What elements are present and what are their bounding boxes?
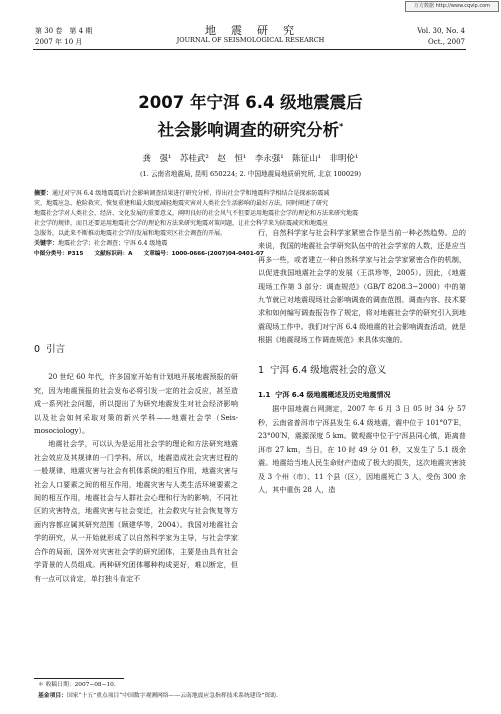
footnote-rule (34, 678, 124, 679)
abstract-line: 通过对宁洱 6.4 级地震震后社会影响调查结果进行研究分析，得出社会学和地震科学相结合是探索防震减 (52, 190, 330, 197)
section-title: 引言 (46, 344, 66, 355)
classification-line: 中图分类号：P315 文献标识码：A 文章编号：1000-0666-(2007)04-0401-07 (34, 251, 264, 257)
abstract-label: 摘要： (34, 190, 53, 197)
journal-title-en: JOURNAL OF SEISMOLOGICAL RESEARCH (176, 36, 325, 44)
section-number: 0 (34, 344, 41, 355)
footnote-received: ＊ 收稿日期：2007−08−10. (38, 682, 116, 688)
header-date-cn: 2007 年 10 月 (35, 38, 83, 46)
section-title: 宁洱 6.4 级地震社会的意义 (270, 364, 387, 376)
abstract-line: 社会学的规律，而且还要运用地震社会学的理论和方法来研究地震对策问题，让社会科学来为防震减灾和地震应 (34, 220, 329, 227)
title-footnote-mark: * (339, 122, 344, 131)
header-date-en: Oct., 2007 (428, 38, 465, 46)
section-1-heading (258, 364, 466, 377)
keywords: 地震社会学；社会调查；宁洱 6.4 级地震 (58, 240, 168, 247)
abstract-line: 急服务，以此来不断推动地震社会学的发展和地震灾区社会调查的开展。 (34, 230, 227, 237)
header-rule (33, 49, 466, 50)
subsection-title: 宁洱 6.4 级地震概述及历史地震情况 (275, 391, 391, 400)
subsection-number: 1.1 (258, 391, 271, 400)
subsection-1-1-heading (258, 389, 466, 402)
left-column (34, 343, 238, 585)
abstract-line: 地震社会学对人类社会、经济、文化发展的重要意义，阐明良好的社会风气不但要运用地震社会学的理论和方法来研究地震 (34, 210, 359, 217)
paper-title-line1: 2007 年宁洱 6.4 级地震震后 (138, 93, 363, 112)
right-column (258, 226, 466, 496)
fund-text: 国家“十五”重点项目“中国数字观测网络——云南地震应急指挥技术系统建设”资助. (67, 693, 278, 699)
source-stamp: 万方数据 http://www.cqvip.com (405, 1, 499, 12)
footnote-fund (38, 691, 278, 701)
header-volume-en: Vol. 30, No. 4 (417, 27, 465, 35)
author-affiliation: (1. 云南省地震局, 昆明 650224; 2. 中国地震局地质研究所, 北京 100029) (139, 170, 362, 178)
body-paragraph: 地震社会学，可以认为是运用社会学的理论和方法研究地震社会效应及其规律的一门学科。所以，地震造成社会灾害过程的一般规律，地震灾害与社会有机体系统的相互作用，地震灾害与社会人口要素之间的相互作用，地震灾害与人类生活环境要素之间的相互作用，地震社会与人群社会心理和行为的影响，不同社区的灾害特点，地震灾害与社会变迁，社会救灾与社会恢复等方面内容都应属其研究范围（顾建华等，2004）。我国对地震社会学的研究，从一开始就形成了以自然科学家为主导，与社会学家合作的局面，国外对灾害社会学的研究团体，主要是由具有社会学背景的人员组成。两种研究团体哪种构成更好，难以断定，但有一点可以肯定，单打独斗肯定不 (34, 439, 238, 583)
body-paragraph: 20 世纪 60 年代，许多国家开始有计划地开展地震预报的研究，因为地震预报的社会发布必将引发一定的社会反应，甚至造成一系列社会问题，所以提出了为研究地震发生对社会经济影响以及社会如何采取对策的新兴学科——地震社会学（Seis-mosociology）。 (34, 372, 238, 436)
body-paragraph: 据中国地震台网测定，2007 年 6 月 3 日 05 时 34 分 57 秒，云南省普洱市宁洱县发生 6.4 级地震，震中位于 101°07′E，23°00′N，震源深度 5 km。微观震中位于宁洱县同心镇，距离普洱市 27 km，当日，在 10 时 49 分 01 秒，又发生了 5.1 级余震。地震给当地人民生命财产造成了极大的损失，这次地震灾害波及 3 个州（市）、11 个县（区），因地震死亡 3 人，受伤 300 余人，其中重伤 28 人，造 (258, 404, 466, 494)
section-0-heading (34, 343, 238, 356)
header-volume-cn: 第 30 卷 第 4 期 (35, 27, 93, 35)
body-paragraph: 行，自然科学家与社会科学家紧密合作是当前一种必然趋势。总的来说，我国的地震社会学研究队伍中的社会学家的人数，还是应当再多一些，或者建立一种自然科学家与社会学家紧密合作的机制，以促进我国地震社会学的发展（王洪珍等，2005）。因此，《地震现场工作第 3 部分：调查规范》（GB/T 8208.3−2000）中的第九节就已对地震现场社会影响调查的调查范围、调查内容、技术要求和如何编写调查报告作了规定，将对地震社会学的研究引入到地震现场工作中。我们对宁洱 6.4 级地震的社会影响调查活动，就是根据《地震现场工作调查规范》来具体实施的。 (258, 228, 466, 345)
fund-label: 基金项目： (38, 693, 67, 699)
journal-title-cn: 地 震 研 究 (205, 24, 296, 37)
author-list: 龚 强¹ 苏桂武² 赵 恒¹ 李永强¹ 陈征山¹ 非明伦¹ (142, 154, 359, 164)
abstract-line: 灾、地震应急、抢险救灾、恢复重建和最大限度减轻地震灾害对人类社会生活影响的最好方法，同时阐述了研究 (34, 200, 329, 207)
paper-title-line2: 社会影响调查的研究分析* (157, 120, 344, 140)
section-number: 1 (258, 364, 265, 376)
keywords-label: 关键字： (34, 240, 59, 247)
